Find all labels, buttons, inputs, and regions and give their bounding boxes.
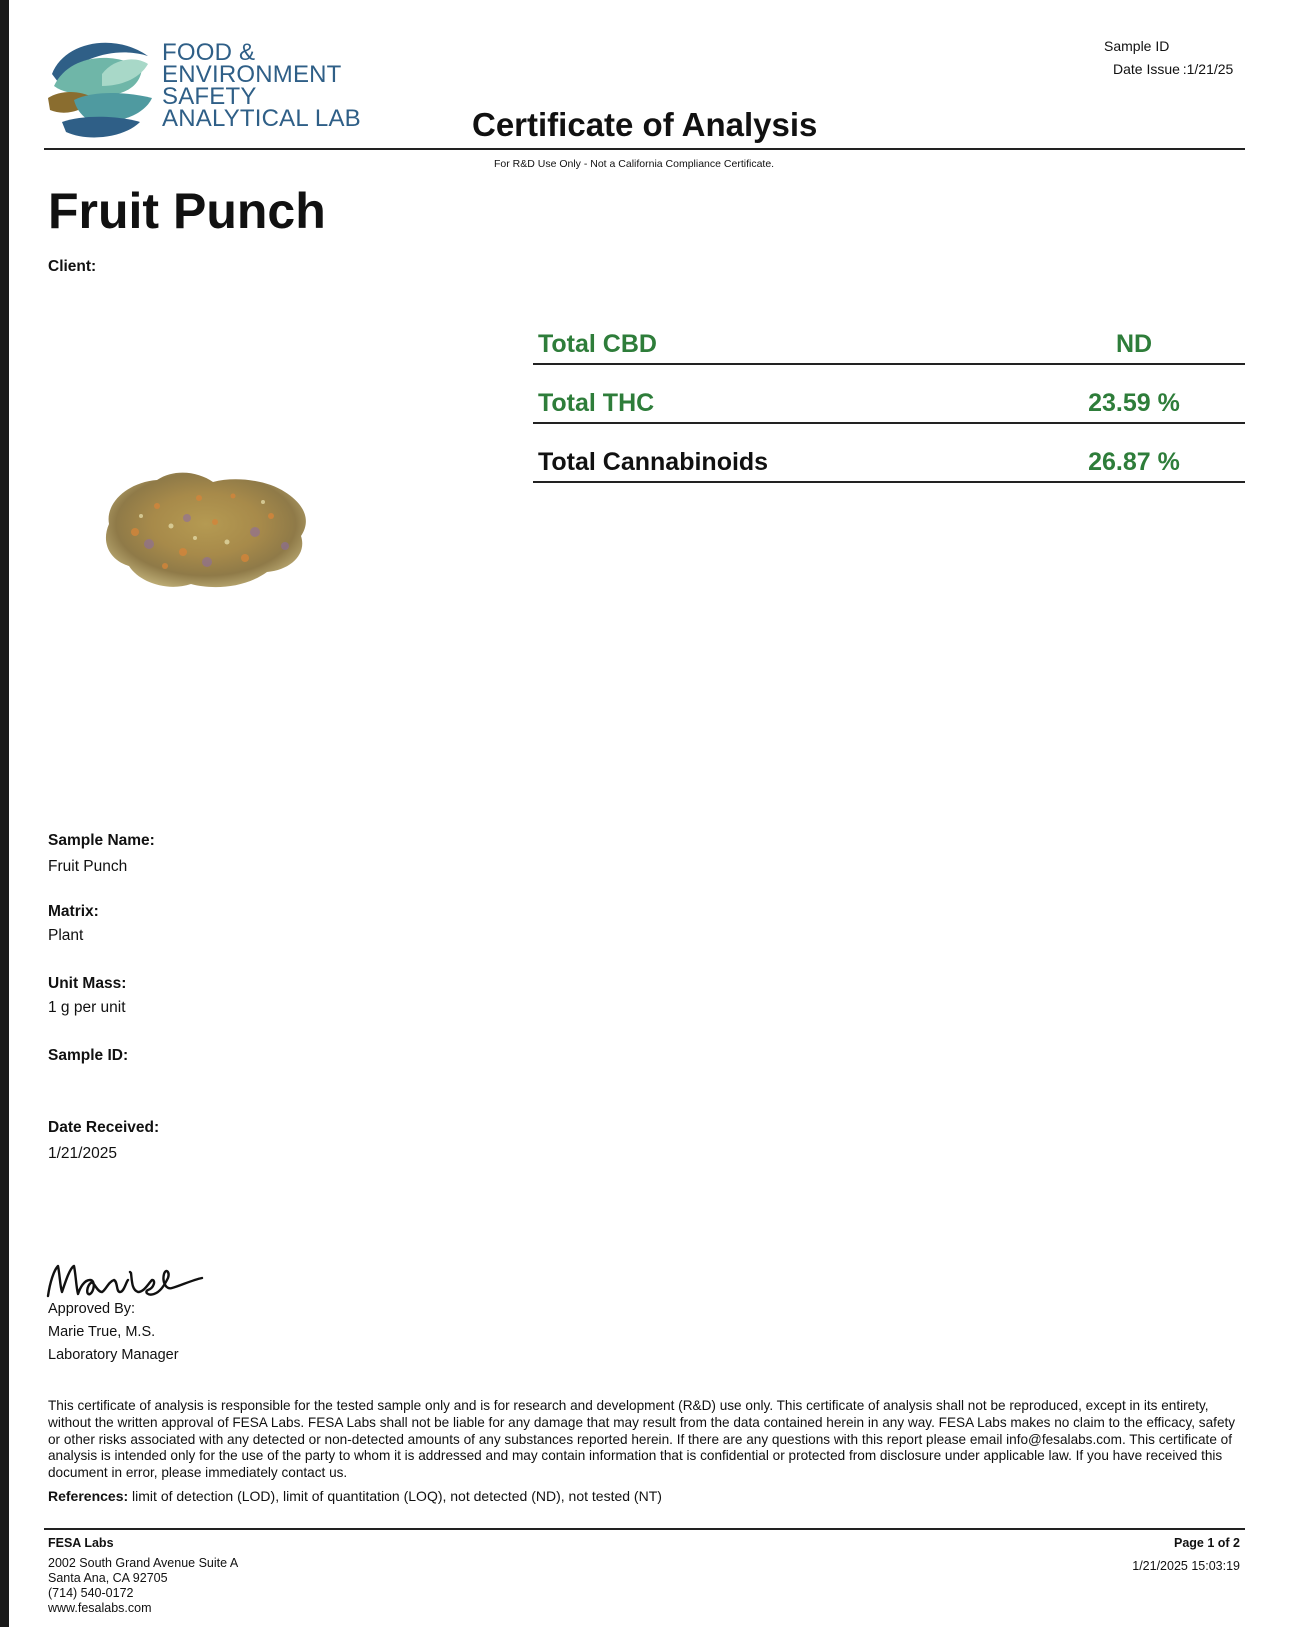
sample-id-header: Sample ID <box>1104 38 1170 54</box>
footer-rule <box>44 1528 1245 1530</box>
unit-mass-value: 1 g per unit <box>48 999 126 1016</box>
document-title: Certificate of Analysis <box>472 106 818 143</box>
matrix-value: Plant <box>48 927 84 944</box>
rd-disclaimer: For R&D Use Only - Not a California Compliance Certificate. <box>494 158 775 170</box>
references-label: References: <box>48 1488 129 1504</box>
summary-row-total <box>533 423 1245 483</box>
approver-name: Marie True, M.S. <box>48 1324 156 1340</box>
legal-disclaimer: This certificate of analysis is responsible for the tested sample only and is for research and development (R&D) use only. This certificate of analysis shall not be reproduced, except in its entirety, without the written approval of FESA Labs. FESA Labs shall not be liable for any damage that may result from the data contained herein in any way. FESA Labs makes no claim to the efficacy, safety or other risks associated with any detected or non-detected amounts of any substances reported herein. If there are any questions with this report please email info@fesalabs.com. This certificate of analysis is intended only for the use of the party to whom it is addressed and may contain information that is confidential or protected from disclosure under applicable law. If you have received this document in error, please immediately contact us. <box>48 1398 1236 1481</box>
header-rule <box>44 148 1245 150</box>
approved-by-label: Approved By: <box>48 1301 136 1317</box>
sample-id-label: Sample ID: <box>48 1047 129 1064</box>
summary-row-thc <box>533 364 1245 424</box>
unit-mass-label: Unit Mass: <box>48 975 127 992</box>
footer-address2: Santa Ana, CA 92705 <box>48 1571 168 1585</box>
footer-company: FESA Labs <box>48 1536 114 1550</box>
footer-website[interactable]: www.fesalabs.com <box>48 1601 152 1615</box>
footer-address1: 2002 South Grand Avenue Suite A <box>48 1556 239 1570</box>
references <box>48 1488 662 1504</box>
product-image <box>95 462 325 812</box>
summary-label: Total Cannabinoids <box>538 448 769 476</box>
summary-value: 26.87 % <box>1088 448 1180 476</box>
date-received-label: Date Received: <box>48 1119 160 1136</box>
summary-value: ND <box>1115 330 1153 358</box>
signature <box>44 1252 204 1302</box>
sample-name-value: Fruit Punch <box>48 858 128 875</box>
footer-phone: (714) 540-0172 <box>48 1586 134 1600</box>
page-left-edge <box>0 0 9 1627</box>
lab-logo-icon <box>44 34 156 142</box>
sample-name-label: Sample Name: <box>48 832 155 849</box>
lab-name <box>162 39 361 132</box>
date-received-value: 1/21/2025 <box>48 1145 117 1162</box>
lab-name-line: SAFETY <box>162 83 257 110</box>
date-issued: Date Issue :1/21/25 <box>1113 61 1234 77</box>
matrix-label: Matrix: <box>48 903 99 920</box>
summary-label: Total CBD <box>538 330 657 358</box>
product-name: Fruit Punch <box>48 183 326 239</box>
page-number: Page 1 of 2 <box>1174 1536 1240 1550</box>
summary-value: 23.59 % <box>1088 389 1180 417</box>
approver-role: Laboratory Manager <box>48 1347 179 1363</box>
client-label: Client: <box>48 258 97 275</box>
lab-name-line: FOOD & <box>162 39 256 66</box>
summary-row-cbd <box>533 305 1245 365</box>
lab-name-line: ANALYTICAL LAB <box>162 105 361 132</box>
footer-timestamp: 1/21/2025 15:03:19 <box>1132 1559 1240 1573</box>
summary-label: Total THC <box>538 389 655 417</box>
lab-name-line: ENVIRONMENT <box>162 61 342 88</box>
lab-logo <box>44 34 156 142</box>
references-text: limit of detection (LOD), limit of quantitation (LOQ), not detected (ND), not tested (NT) <box>128 1488 662 1504</box>
